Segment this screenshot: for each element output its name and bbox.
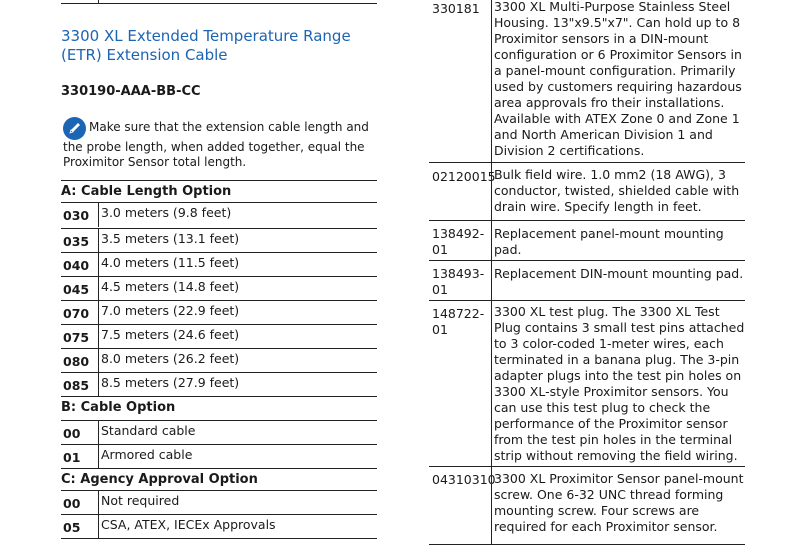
- table-row: [61, 300, 377, 324]
- option-description: Standard cable: [101, 423, 196, 438]
- table-rule: [61, 538, 377, 539]
- part-description: 3300 XL test plug. The 3300 XL Test Plug contains 3 small test pins attached to 3 color-coded 1-meter wires, each terminated in a banana plug. The 3-pin adapter plugs into the test pin holes on 3300 XL-style Proximitor sensors. You can use this test plug to check the performance of the Proximitor sensor from the test pin holes in the terminal strip without removing the field wiring.: [494, 304, 745, 463]
- option-code: 035: [63, 234, 90, 249]
- part-description: 3300 XL Proximitor Sensor panel-mount screw. One 6-32 UNC thread forming mounting screw. Four screws are required for each Proximitor sensor.: [494, 471, 744, 534]
- table-rule: [429, 544, 745, 545]
- table-row: [61, 444, 377, 468]
- table-row: [429, 300, 745, 466]
- table-row: [429, 260, 745, 300]
- table-rule: [61, 3, 377, 4]
- table-row: [61, 202, 377, 226]
- option-description: 3.0 meters (9.8 feet): [101, 205, 232, 220]
- option-code: 00: [63, 426, 81, 441]
- option-description: CSA, ATEX, IECEx Approvals: [101, 517, 276, 532]
- table-row: [61, 420, 377, 444]
- table-row: [61, 514, 377, 538]
- table-row: [429, 466, 745, 544]
- pencil-icon: [63, 117, 86, 140]
- table-row: [61, 372, 377, 396]
- section-c-title: C: Agency Approval Option: [61, 468, 377, 488]
- part-description: Replacement panel-mount mounting pad.: [494, 226, 724, 257]
- option-description: 4.5 meters (14.8 feet): [101, 279, 240, 294]
- option-description: 8.5 meters (27.9 feet): [101, 375, 240, 390]
- section-heading: 3300 XL Extended Temperature Range (ETR) Extension Cable: [61, 27, 351, 64]
- option-code: 085: [63, 378, 90, 393]
- table-row: [61, 324, 377, 348]
- option-description: 8.0 meters (26.2 feet): [101, 351, 240, 366]
- part-description: Replacement DIN-mount mounting pad.: [494, 266, 744, 281]
- part-description: 3300 XL Multi-Purpose Stainless Steel Housing. 13"x9.5"x7". Can hold up to 8 Proximitor sensors in a DIN-mount configuration or 6 Proximitor Sensors in a panel-mount configuration. Primarily used by customers requiring hazardous area approvals fro their installations. Available with ATEX Zone 0 and Zone 1 and North American Division 1 and Division 2 certifications.: [494, 0, 742, 158]
- table-row: [429, 0, 745, 162]
- part-code: 148722-01: [432, 306, 485, 337]
- option-description: 7.0 meters (22.9 feet): [101, 303, 240, 318]
- option-description: 3.5 meters (13.1 feet): [101, 231, 240, 246]
- option-code: 045: [63, 282, 90, 297]
- table-row: [61, 490, 377, 514]
- option-code: 030: [63, 208, 90, 223]
- option-code: 01: [63, 450, 81, 465]
- option-description: Not required: [101, 493, 180, 508]
- option-code: 05: [63, 520, 81, 535]
- part-code: 138493-01: [432, 266, 485, 297]
- section-b-title: B: Cable Option: [61, 396, 377, 416]
- option-code: 080: [63, 354, 90, 369]
- note-text: Make sure that the extension cable length and the probe length, when added together, equal the Proximitor Sensor total length.: [63, 120, 369, 169]
- part-description: Bulk field wire. 1.0 mm2 (18 AWG), 3 conductor, twisted, shielded cable with drain wire. Specify length in feet.: [494, 167, 740, 214]
- part-code: 04310310: [432, 472, 496, 487]
- option-description: 7.5 meters (24.6 feet): [101, 327, 240, 342]
- table-row: [61, 276, 377, 300]
- part-number: 330190-AAA-BB-CC: [61, 84, 201, 99]
- table-row: [429, 220, 745, 260]
- part-code: 330181: [432, 1, 480, 16]
- option-description: 4.0 meters (11.5 feet): [101, 255, 240, 270]
- option-code: 070: [63, 306, 90, 321]
- option-code: 075: [63, 330, 90, 345]
- table-row: [429, 162, 745, 220]
- part-code: 02120015: [432, 169, 496, 184]
- option-description: Armored cable: [101, 447, 193, 462]
- option-code: 00: [63, 496, 81, 511]
- table-row: [61, 228, 377, 252]
- table-row: [61, 348, 377, 372]
- option-code: 040: [63, 258, 90, 273]
- table-row: [61, 252, 377, 276]
- note-callout: [63, 117, 375, 170]
- part-code: 138492-01: [432, 226, 485, 257]
- section-a-title: A: Cable Length Option: [61, 180, 377, 200]
